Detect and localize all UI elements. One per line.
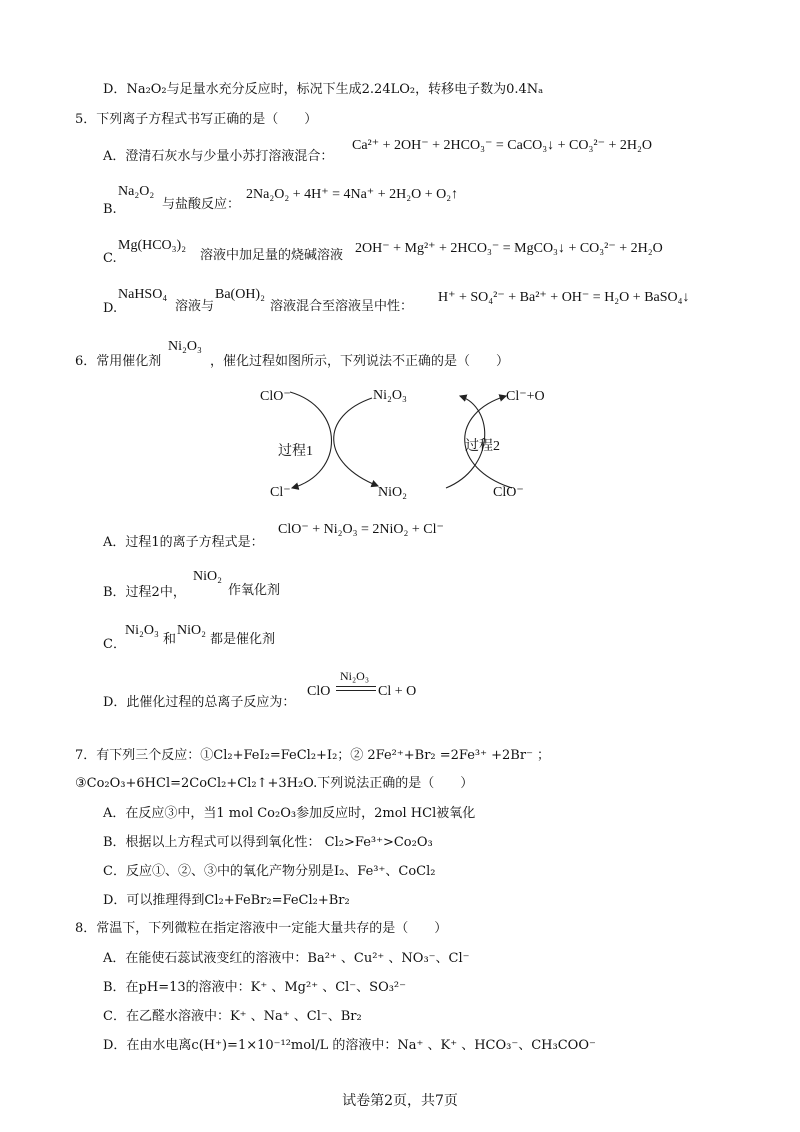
q7-option-c: C．反应①、②、③中的氧化产物分别是I₂、Fe³⁺、CoCl₂ bbox=[103, 864, 436, 879]
catalysis-diagram bbox=[250, 378, 550, 503]
label-cl-o: Cl⁻+O bbox=[506, 389, 545, 404]
q8-option-a: A．在能使石蕊试液变红的溶液中：Ba²⁺ 、Cu²⁺ 、NO₃⁻、Cl⁻ bbox=[103, 951, 470, 966]
label-process2: 过程2 bbox=[465, 439, 500, 454]
q6-c-formula2: NiO₂ bbox=[177, 623, 206, 638]
q5-d-formula1: NaHSO₄ bbox=[118, 287, 168, 302]
q8-stem: 8．常温下，下列微粒在指定溶液中一定能大量共存的是（ ） bbox=[75, 921, 448, 936]
q5-b-equation: 2Na₂O₂ + 4H⁺ = 4Na⁺ + 2H₂O + O₂↑ bbox=[246, 187, 459, 202]
q5-d-text2: 溶液混合至溶液呈中性： bbox=[270, 299, 414, 314]
q5-d-equation: H⁺ + SO₄²⁻ + Ba²⁺ + OH⁻ = H₂O + BaSO₄↓ bbox=[438, 290, 690, 305]
q5-c-equation: 2OH⁻ + Mg²⁺ + 2HCO₃⁻ = MgCO₃↓ + CO₃²⁻ + 2H₂O bbox=[355, 241, 663, 256]
label-nio2: NiO₂ bbox=[378, 485, 407, 500]
q6-c-formula1: Ni₂O₃ bbox=[125, 623, 159, 638]
q6-d-eq-catalyst: Ni₂O₃ bbox=[340, 669, 370, 683]
q6-a-equation: ClO⁻ + Ni₂O₃ = 2NiO₂ + Cl⁻ bbox=[278, 522, 444, 537]
q4-d-label: D． bbox=[103, 82, 127, 97]
q7-option-a: A．在反应③中，当1 mol Co₂O₃参加反应时，2mol HCl被氧化 bbox=[103, 806, 476, 821]
label-process1: 过程1 bbox=[278, 444, 313, 459]
q4-option-d bbox=[103, 83, 543, 96]
q5-option-b-label: B. bbox=[103, 202, 117, 217]
q6-d-eq-left: ClO bbox=[307, 684, 331, 699]
q6-d-eq-right: Cl + O bbox=[378, 684, 417, 699]
label-cl-bottom: Cl⁻ bbox=[270, 485, 291, 500]
q5-stem: 5．下列离子方程式书写正确的是（ ） bbox=[75, 112, 318, 127]
q5-option-c-label: C. bbox=[103, 251, 117, 266]
q7-option-b: B．根据以上方程式可以得到氧化性： Cl₂>Fe³⁺>Co₂O₃ bbox=[103, 835, 433, 850]
q8-option-c: C．在乙醛水溶液中：K⁺ 、Na⁺ 、Cl⁻、Br₂ bbox=[103, 1009, 362, 1024]
q6-stem-post: ，催化过程如图所示，下列说法不正确的是（ ） bbox=[210, 354, 510, 369]
q7-option-d: D．可以推理得到Cl₂+FeBr₂=FeCl₂+Br₂ bbox=[103, 893, 350, 908]
q5-a-text: A．澄清石灰水与少量小苏打溶液混合： bbox=[103, 149, 334, 164]
label-clo-bottom: ClO⁻ bbox=[493, 485, 524, 500]
q5-b-formula: Na₂O₂ bbox=[118, 184, 155, 199]
q5-b-text: 与盐酸反应： bbox=[162, 197, 241, 212]
q6-c-text: 都是催化剂 bbox=[210, 632, 276, 647]
label-ni2o3: Ni₂O₃ bbox=[373, 388, 407, 403]
q6-option-b-pre: B．过程2中， bbox=[103, 585, 186, 600]
q5-d-formula2: Ba(OH)₂ bbox=[215, 287, 265, 302]
q5-d-text1: 溶液与 bbox=[175, 299, 215, 314]
q6-stem-pre: 6．常用催化剂 bbox=[75, 354, 162, 369]
q8-option-d: D．在由水电离c(H⁺)=1×10⁻¹²mol/L 的溶液中：Na⁺ 、K⁺ 、HCO₃⁻、CH₃COO⁻ bbox=[103, 1038, 596, 1053]
q8-option-b: B．在pH=13的溶液中：K⁺ 、Mg²⁺ 、Cl⁻、SO₃²⁻ bbox=[103, 980, 407, 995]
page-footer: 试卷第2页，共7页 bbox=[342, 1093, 458, 1109]
q6-option-a: A．过程1的离子方程式是： bbox=[103, 535, 264, 550]
q6-stem-catalyst: Ni₂O₃ bbox=[168, 339, 202, 354]
q6-option-d: D．此催化过程的总离子反应为： bbox=[103, 695, 296, 710]
q6-c-and: 和 bbox=[163, 632, 177, 647]
q4-d-text: Na₂O₂与足量水充分反应时，标况下生成2.24LO₂，转移电子数为0.4Nₐ bbox=[126, 82, 544, 97]
q6-b-formula: NiO₂ bbox=[193, 569, 222, 584]
label-clo-top: ClO⁻ bbox=[260, 389, 291, 404]
process1-arrow-right bbox=[334, 398, 378, 486]
q6-option-c-pre: C． bbox=[103, 637, 126, 652]
q5-option-d-label: D. bbox=[103, 301, 118, 316]
q5-a-equation: Ca²⁺ + 2OH⁻ + 2HCO₃⁻ = CaCO₃↓ + CO₃²⁻ + 2H₂O bbox=[352, 138, 652, 153]
q5-option-a bbox=[103, 150, 333, 163]
q7-stem-line2: ③Co₂O₃+6HCl=2CoCl₂+Cl₂↑+3H₂O.下列说法正确的是（ ） bbox=[75, 776, 474, 791]
q6-d-eq-sign bbox=[336, 686, 376, 691]
q7-stem-line1: 7．有下列三个反应：①Cl₂+FeI₂=FeCl₂+I₂；② 2Fe²⁺+Br₂ =2Fe³⁺ +2Br⁻ ； bbox=[75, 748, 551, 763]
q6-b-text: 作氧化剂 bbox=[228, 583, 281, 598]
q5-c-text: 溶液中加足量的烧碱溶液 bbox=[200, 248, 344, 263]
q5-c-formula: Mg(HCO₃)₂ bbox=[118, 238, 187, 253]
